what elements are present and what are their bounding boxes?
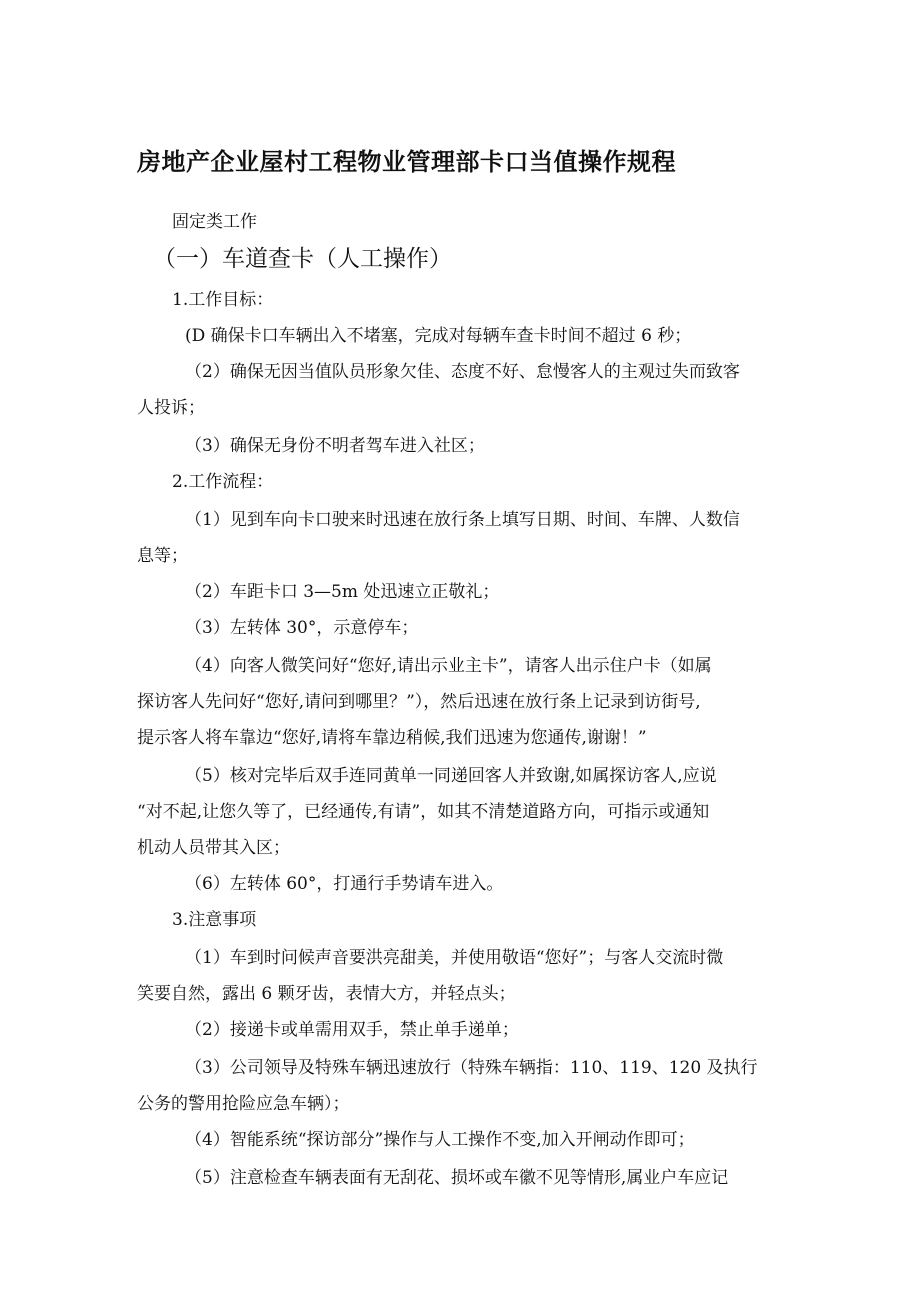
paragraph-line: （3）公司领导及特殊车辆迅速放行（特殊车辆指：110、119、120 及执行 — [185, 1058, 758, 1078]
paragraph-line: （3）确保无身份不明者驾车进入社区； — [185, 436, 485, 456]
paragraph-line: （5）核对完毕后双手连同黄单一同递回客人并致谢,如属探访客人,应说 — [185, 766, 717, 786]
paragraph-line: 1.工作目标： — [172, 290, 274, 310]
paragraph-line: （1）见到车向卡口驶来时迅速在放行条上填写日期、时间、车牌、人数信 — [185, 510, 740, 530]
paragraph-line: 3.注意事项 — [172, 910, 257, 930]
paragraph-line: 探访客人先问好“您好,请问到哪里？”），然后迅速在放行条上记录到访街号, — [137, 692, 701, 712]
paragraph-line: 2.工作流程： — [172, 472, 274, 492]
paragraph-line: （4）向客人微笑问好“您好,请出示业主卡”，请客人出示住户卡（如属 — [185, 656, 712, 676]
paragraph-line: 笑要自然，露出 6 颗牙齿，表情大方，并轻点头； — [137, 984, 516, 1004]
paragraph-line: 提示客人将车靠边“您好,请将车靠边稍候,我们迅速为您通传,谢谢！” — [137, 728, 647, 748]
section-title: （一）车道查卡（人工操作） — [153, 246, 452, 272]
paragraph-line: 息等； — [137, 546, 188, 566]
paragraph-line: （2）确保无因当值队员形象欠佳、态度不好、怠慢客人的主观过失而致客 — [185, 362, 740, 382]
paragraph-line: 机动人员带其入区； — [137, 838, 290, 858]
paragraph-line: （5）注意检查车辆表面有无刮花、损坏或车徽不见等情形,属业户车应记 — [185, 1168, 729, 1188]
paragraph-line: （2）车距卡口 3—5m 处迅速立正敬礼； — [185, 582, 500, 602]
paragraph-line: “对不起,让您久等了，已经通传,有请”，如其不清楚道路方向，可指示或通知 — [137, 802, 710, 822]
paragraph-line: (D 确保卡口车辆出入不堵塞，完成对每辆车查卡时间不超过 6 秒； — [185, 326, 692, 346]
paragraph-line: （1）车到时问候声音要洪亮甜美，并使用敬语“您好”；与客人交流时微 — [185, 948, 724, 968]
paragraph-line: （6）左转体 60°，打通行手势请车进入。 — [185, 874, 504, 894]
paragraph-line: （4）智能系统“探访部分”操作与人工操作不变,加入开闸动作即可； — [185, 1130, 695, 1150]
paragraph-line: 人投诉； — [137, 398, 205, 418]
category-label: 固定类工作 — [172, 212, 257, 232]
document-title: 房地产企业屋村工程物业管理部卡口当值操作规程 — [137, 148, 676, 176]
paragraph-line: 公务的警用抢险应急车辆）； — [137, 1094, 350, 1114]
paragraph-line: （3）左转体 30°，示意停车； — [185, 618, 419, 638]
paragraph-line: （2）接递卡或单需用双手，禁止单手递单； — [185, 1020, 519, 1040]
